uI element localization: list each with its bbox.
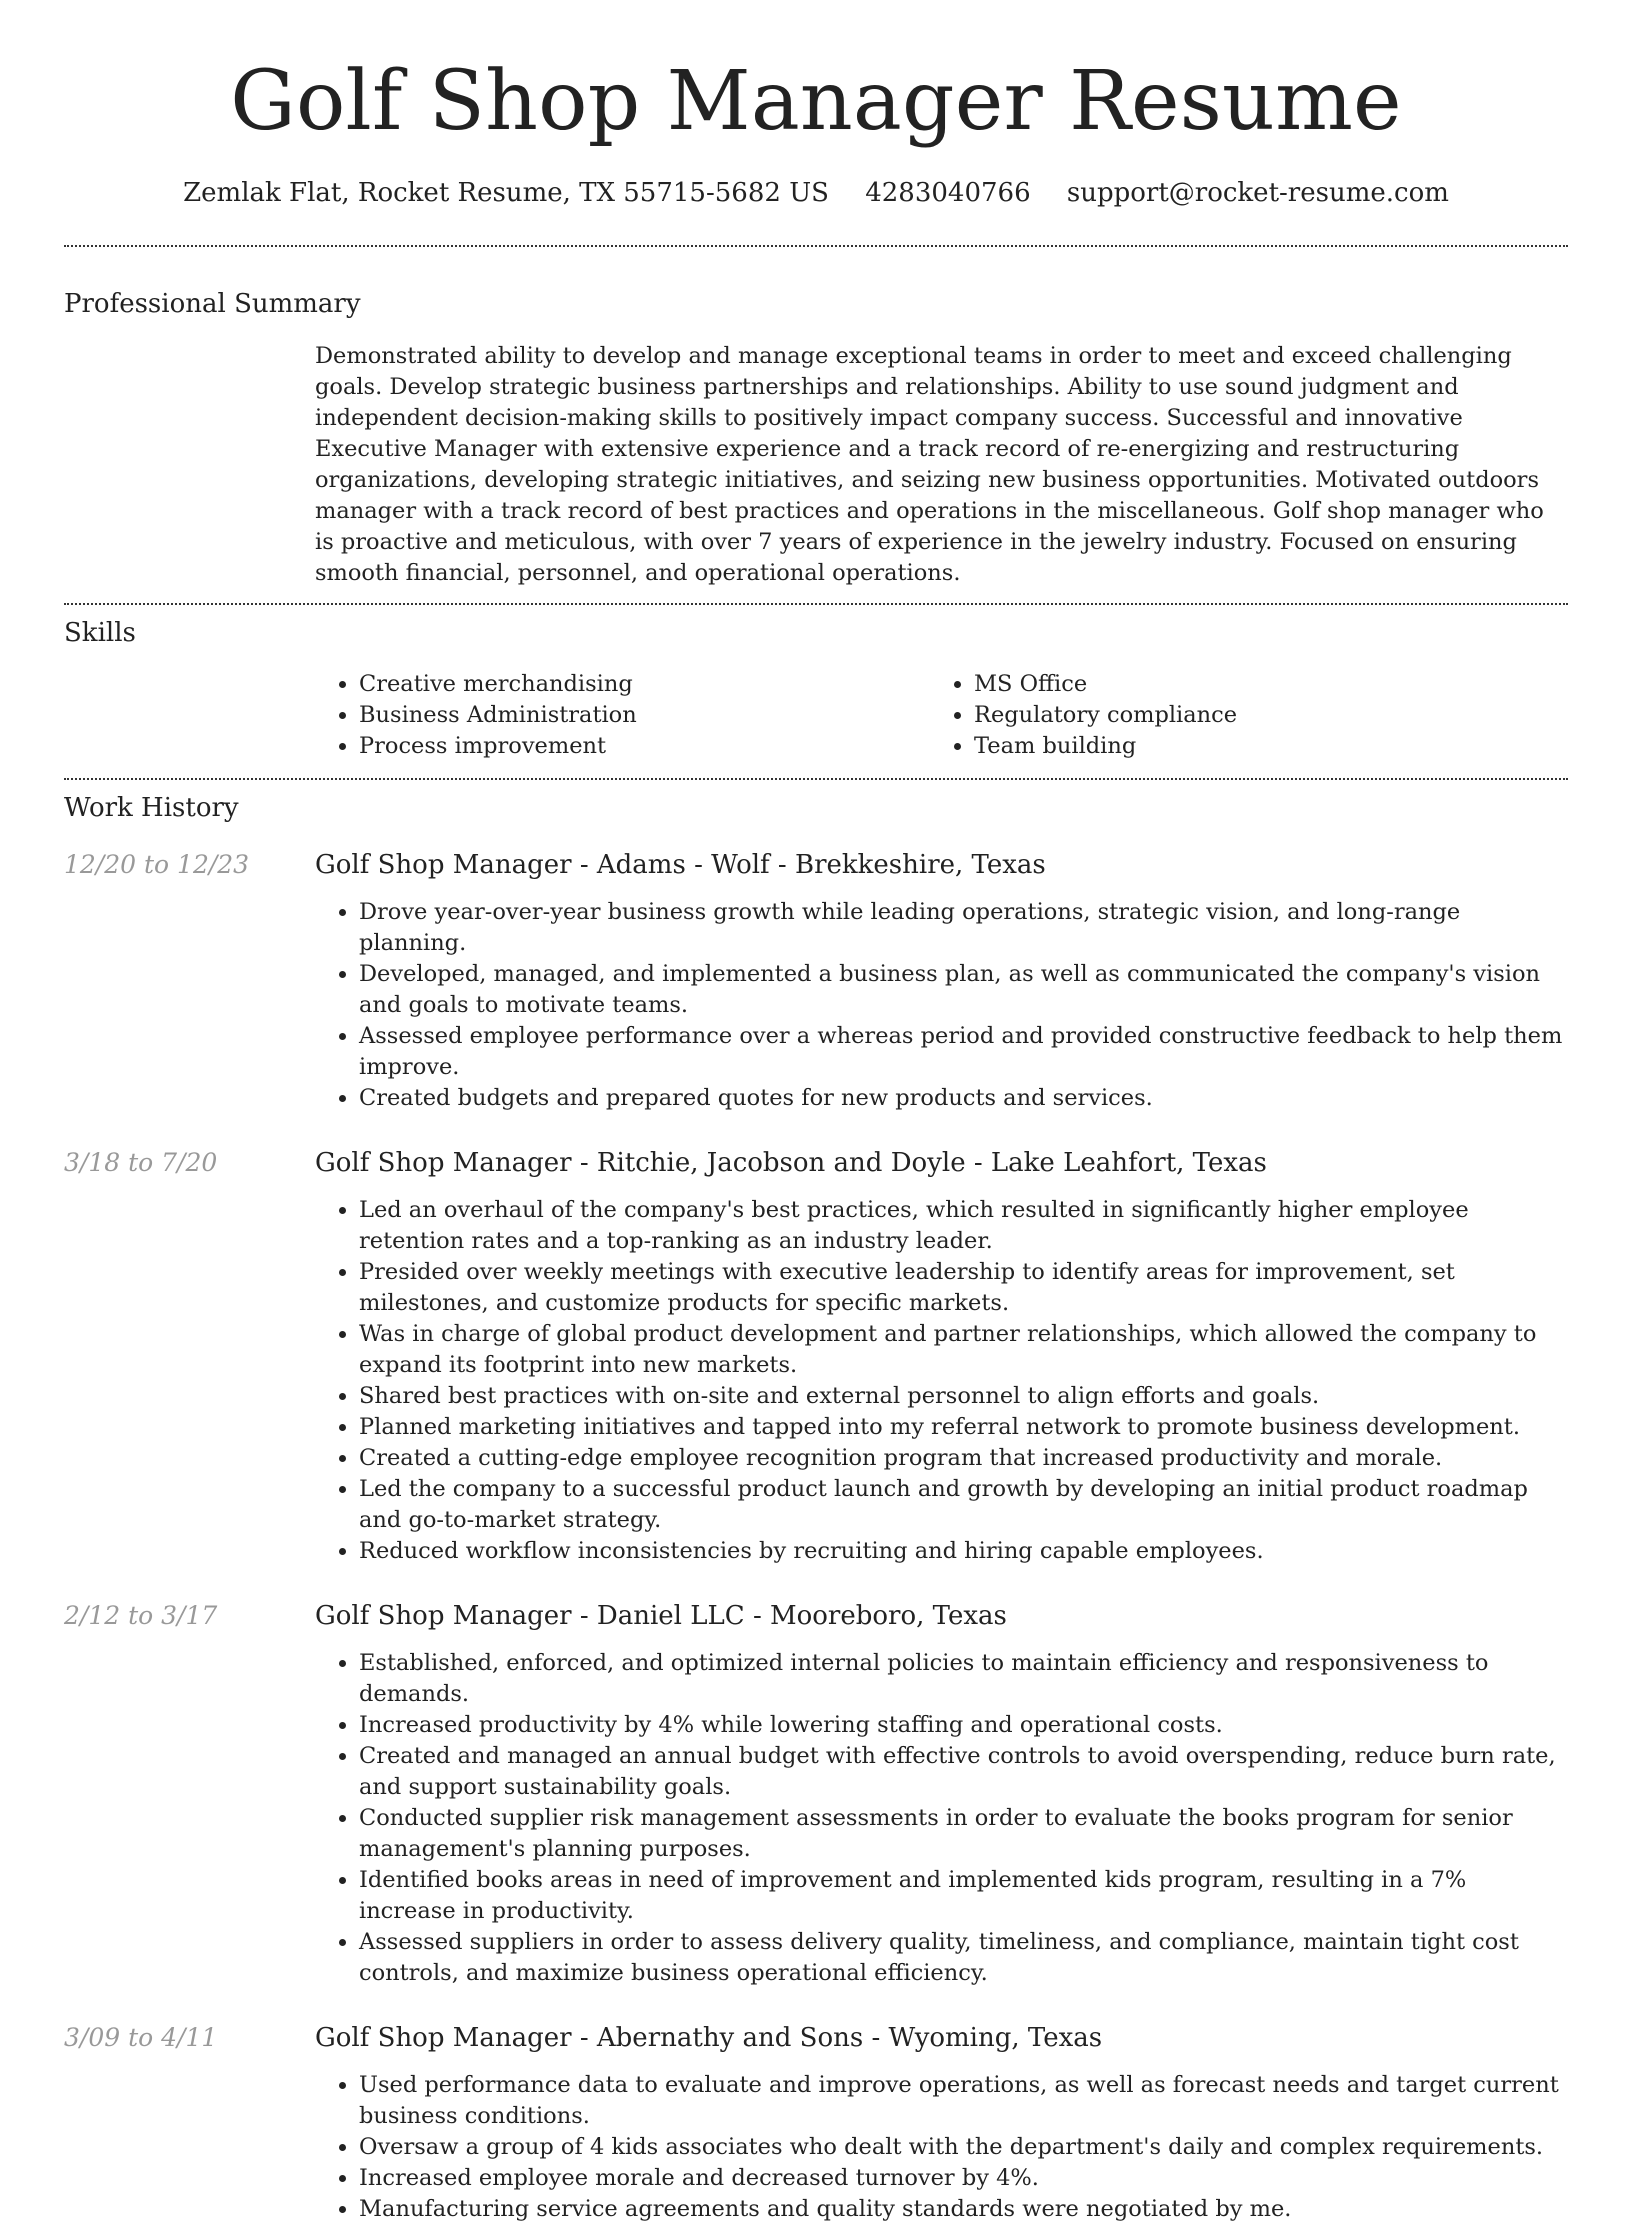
job-header	[64, 849, 1568, 881]
job-header	[64, 1600, 1568, 1632]
job-bullet: • Increased employee morale and decreased turnover by 4%.	[359, 2163, 1568, 2194]
contact-line	[64, 176, 1568, 210]
job-bullet: • Oversaw a group of 4 kids associates who dealt with the department's daily and complex requirements.	[359, 2132, 1568, 2163]
contact-phone: 4283040766	[865, 178, 1031, 208]
skills-column-left	[315, 669, 930, 762]
job-dates: 3/18 to 7/20	[64, 1148, 218, 1177]
job-bullet: • Created a cutting-edge employee recognition program that increased productivity and morale.	[359, 1443, 1568, 1474]
job-bullet: • Identified books areas in need of improvement and implemented kids program, resulting in a 7% increase in productivity.	[359, 1865, 1568, 1927]
summary-text: Demonstrated ability to develop and manage exceptional teams in order to meet and exceed challenging goals. Develop strategic business partnerships and relationships. Ability to use sound judgment and independent decision-making skills to positively impact company success. Successful and innovative Executive Manager with extensive experience and a track record of re-energizing and restructuring organizations, developing strategic initiatives, and seizing new business opportunities. Motivated outdoors manager with a track record of best practices and operations in the miscellaneous. Golf shop manager who is proactive and meticulous, with over 7 years of experience in the jewelry industry. Focused on ensuring smooth financial, personnel, and operational operations.	[315, 343, 1544, 586]
job-bullet: • Was in charge of global product development and partner relationships, which allowed the company to expand its footprint into new markets.	[359, 1319, 1568, 1381]
job-dates: 12/20 to 12/23	[64, 850, 250, 879]
summary-section	[64, 287, 1568, 589]
contact-email: support@rocket-resume.com	[1066, 178, 1449, 208]
divider	[64, 245, 1568, 247]
skill-item: • Creative merchandising	[359, 669, 930, 700]
job-bullet: • Assessed employee performance over a whereas period and provided constructive feedback to help them improve.	[359, 1021, 1568, 1083]
job-bullet: • Shared best practices with on-site and external personnel to align efforts and goals.	[359, 1381, 1568, 1412]
resume-page	[64, 0, 1568, 2225]
job-title: Golf Shop Manager - Ritchie, Jacobson and Doyle - Lake Leahfort, Texas	[315, 1148, 1267, 1178]
job-bullet: • Established, enforced, and optimized internal policies to maintain efficiency and responsiveness to demands.	[359, 1648, 1568, 1710]
job-title: Golf Shop Manager - Daniel LLC - Mooreboro, Texas	[315, 1601, 1007, 1631]
job-bullet: • Led the company to a successful product launch and growth by developing an initial product roadmap and go-to-market strategy.	[359, 1474, 1568, 1536]
job-bullet: • Presided over weekly meetings with executive leadership to identify areas for improvement, set milestones, and customize products for specific markets.	[359, 1257, 1568, 1319]
skills-list	[315, 669, 1568, 762]
job-dates: 3/09 to 4/11	[64, 2023, 218, 2052]
job-entry	[64, 2022, 1568, 2225]
job-dates: 2/12 to 3/17	[64, 1601, 218, 1630]
job-title: Golf Shop Manager - Adams - Wolf - Brekkeshire, Texas	[315, 850, 1046, 880]
job-bullet: • Manufacturing service agreements and quality standards were negotiated by me.	[359, 2194, 1568, 2225]
job-bullet: • Conducted supplier risk management assessments in order to evaluate the books program for senior management's planning purposes.	[359, 1803, 1568, 1865]
job-bullet: • Drove year-over-year business growth while leading operations, strategic vision, and long-range planning.	[359, 897, 1568, 959]
skill-item: • Process improvement	[359, 731, 930, 762]
job-bullet: • Increased productivity by 4% while lowering staffing and operational costs.	[359, 1710, 1568, 1741]
job-bullet: • Developed, managed, and implemented a business plan, as well as communicated the company's vision and goals to motivate teams.	[359, 959, 1568, 1021]
job-header	[64, 2022, 1568, 2054]
skill-item: • MS Office	[974, 669, 1530, 700]
work-heading: Work History	[64, 793, 239, 823]
work-section	[64, 791, 1568, 2225]
job-header	[64, 1147, 1568, 1179]
contact-address: Zemlak Flat, Rocket Resume, TX 55715-5682 US	[183, 178, 829, 208]
divider	[64, 603, 1568, 605]
skills-section	[64, 616, 1568, 762]
job-bullets	[315, 2070, 1568, 2225]
summary-heading: Professional Summary	[64, 289, 361, 319]
job-bullet: • Created budgets and prepared quotes for new products and services.	[359, 1083, 1568, 1114]
job-bullets	[315, 1195, 1568, 1567]
job-title: Golf Shop Manager - Abernathy and Sons - Wyoming, Texas	[315, 2023, 1103, 2053]
skill-item: • Business Administration	[359, 700, 930, 731]
job-bullet: • Led an overhaul of the company's best practices, which resulted in significantly higher employee retention rates and a top-ranking as an industry leader.	[359, 1195, 1568, 1257]
job-entry	[64, 1147, 1568, 1567]
skills-heading: Skills	[64, 618, 136, 648]
job-bullet: • Assessed suppliers in order to assess delivery quality, timeliness, and compliance, maintain tight cost controls, and maximize business operational efficiency.	[359, 1927, 1568, 1989]
job-bullet: • Used performance data to evaluate and improve operations, as well as forecast needs and target current business conditions.	[359, 2070, 1568, 2132]
job-bullet: • Planned marketing initiatives and tapped into my referral network to promote business development.	[359, 1412, 1568, 1443]
job-bullets	[315, 1648, 1568, 1989]
resume-title: Golf Shop Manager Resume	[230, 54, 1402, 149]
skills-column-right	[930, 669, 1530, 762]
job-entry	[64, 1600, 1568, 1989]
job-bullet: • Reduced workflow inconsistencies by recruiting and hiring capable employees.	[359, 1536, 1568, 1567]
job-bullet: • Created and managed an annual budget with effective controls to avoid overspending, reduce burn rate, and support sustainability goals.	[359, 1741, 1568, 1803]
job-bullets	[315, 897, 1568, 1114]
skill-item: • Team building	[974, 731, 1530, 762]
divider	[64, 778, 1568, 780]
skill-item: • Regulatory compliance	[974, 700, 1530, 731]
job-entry	[64, 849, 1568, 1114]
